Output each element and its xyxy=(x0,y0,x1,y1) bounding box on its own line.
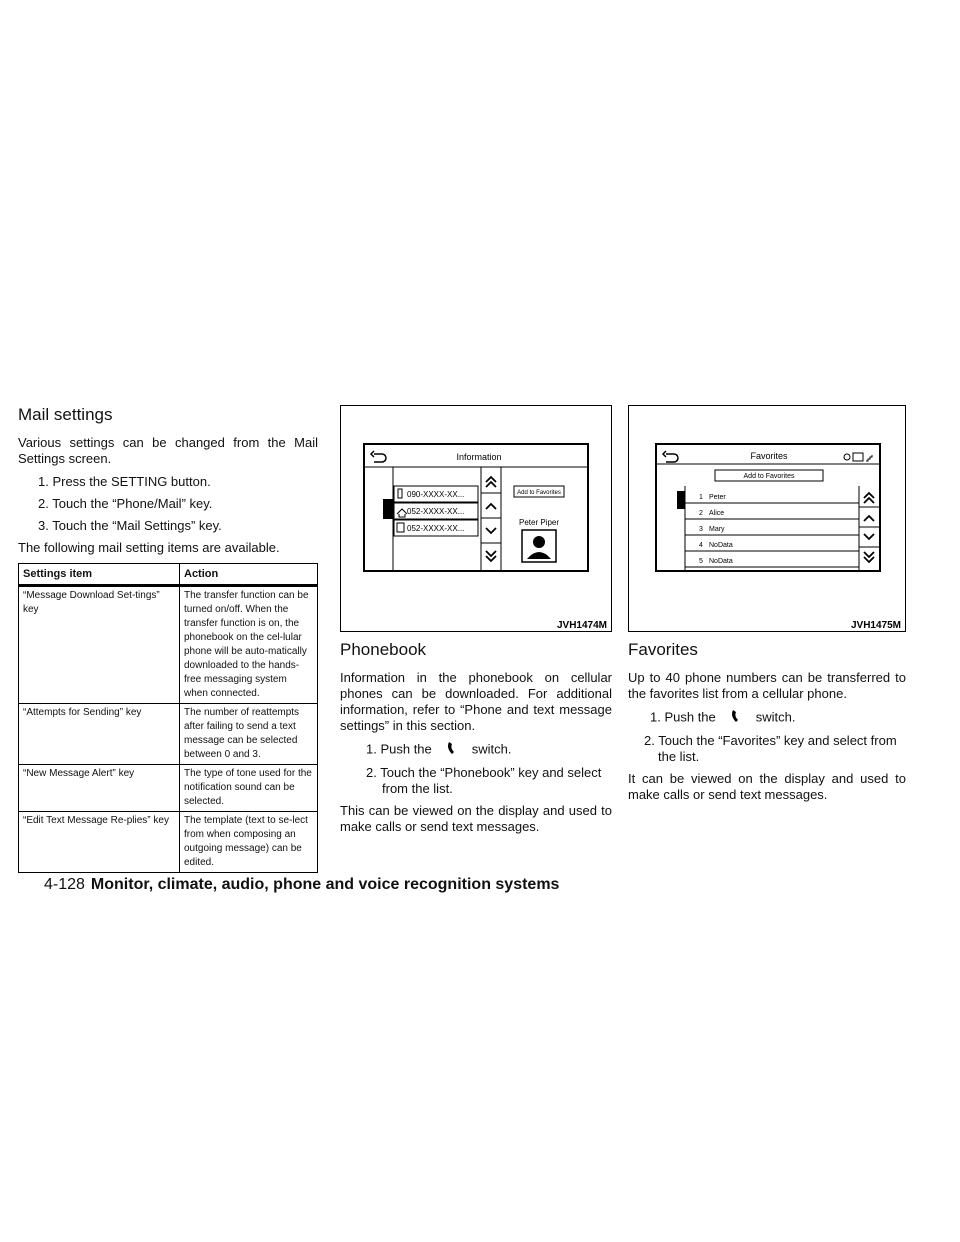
mail-settings-intro: Various settings can be changed from the Mail Settings screen. xyxy=(18,435,318,466)
favorites-outro: It can be viewed on the display and used to make calls or send text messages. xyxy=(628,771,906,802)
table-row xyxy=(19,586,318,704)
favorites-screen xyxy=(629,406,905,631)
table-cell: The type of tone used for the notification sound can be selected. xyxy=(180,765,318,812)
entry-1: 090-XXXX-XX... xyxy=(407,490,465,499)
screen-title: Information xyxy=(456,452,502,462)
phonebook-figure xyxy=(340,405,612,632)
figure-label: JVH1474M xyxy=(556,620,607,631)
step-text: 1. Push the xyxy=(366,741,432,757)
fav-name-2: Alice xyxy=(709,510,725,517)
header-settings-item: Settings item xyxy=(19,564,180,586)
fav-num-4: 4 xyxy=(699,542,703,549)
table-cell: The transfer function can be turned on/off. When the transfer function is on, the phonebook on the cel-lular phone will be auto-matically downloaded to the hands-free messaging system when connected. xyxy=(180,586,318,704)
mail-settings-section xyxy=(18,405,318,873)
step-text: switch. xyxy=(471,741,512,757)
table-cell: “New Message Alert” key xyxy=(19,765,180,812)
contact-name: Peter Piper xyxy=(518,518,560,527)
favorites-step-2: 2. Touch the “Favorites” key and select from the list. xyxy=(644,733,897,764)
fav-num-5: 5 xyxy=(699,558,703,565)
mail-step-3: 3. Touch the “Mail Settings” key. xyxy=(38,518,222,533)
page-number: 4-128 xyxy=(44,876,85,893)
table-row xyxy=(19,704,318,765)
phonebook-title: Phonebook xyxy=(340,640,427,659)
fav-num-1: 1 xyxy=(699,494,703,501)
phone-icon xyxy=(716,709,756,727)
screen-title: Favorites xyxy=(750,451,788,461)
step-text: switch. xyxy=(755,709,796,725)
table-cell: The number of reattempts after failing to send a text message can be selected between 0 and 3. xyxy=(180,704,318,765)
table-cell: The template (text to se-lect from when composing an outgoing message) can be edited. xyxy=(180,812,318,873)
fav-name-1: Peter xyxy=(709,494,726,501)
fav-name-5: NoData xyxy=(709,558,733,565)
fav-name-4: NoData xyxy=(709,542,733,549)
add-to-favorites-button: Add to Favorites xyxy=(517,490,561,496)
phonebook-intro: Information in the phonebook on cellular phones can be downloaded. For additional information, refer to “Phone and text message settings” in this section. xyxy=(340,670,612,733)
favorites-step-1 xyxy=(628,709,906,727)
entry-2: 052-XXXX-XX... xyxy=(407,507,465,516)
page-footer xyxy=(44,876,559,894)
fav-num-3: 3 xyxy=(699,526,703,533)
entry-3: 052-XXXX-XX... xyxy=(407,524,465,533)
fav-name-3: Mary xyxy=(709,526,725,533)
phonebook-screen xyxy=(341,406,611,631)
phonebook-step-1 xyxy=(340,741,612,759)
step-text: 1. Push the xyxy=(650,709,716,725)
mail-settings-table xyxy=(18,563,318,873)
table-row xyxy=(19,765,318,812)
figure-label: JVH1475M xyxy=(850,620,901,631)
table-cell: “Message Download Set-tings” key xyxy=(19,586,180,704)
table-cell: “Edit Text Message Re-plies” key xyxy=(19,812,180,873)
favorites-section xyxy=(628,405,906,810)
mail-step-1: 1. Press the SETTING button. xyxy=(38,474,211,489)
chapter-title: Monitor, climate, audio, phone and voice recognition systems xyxy=(90,876,560,893)
add-to-favorites-button: Add to Favorites xyxy=(743,473,795,480)
favorites-figure xyxy=(628,405,906,632)
fav-num-2: 2 xyxy=(699,510,703,517)
table-intro: The following mail setting items are available. xyxy=(18,540,280,555)
mail-step-2: 2. Touch the “Phone/Mail” key. xyxy=(38,496,213,511)
phonebook-outro: This can be viewed on the display and used to make calls or send text messages. xyxy=(340,803,612,834)
mail-settings-title: Mail settings xyxy=(18,405,113,424)
phonebook-step-2: 2. Touch the “Phonebook” key and select from the list. xyxy=(366,765,602,796)
header-action: Action xyxy=(180,564,318,586)
table-row xyxy=(19,812,318,873)
phonebook-section xyxy=(340,405,612,842)
favorites-title: Favorites xyxy=(628,640,698,659)
table-cell: “Attempts for Sending” key xyxy=(19,704,180,765)
favorites-intro: Up to 40 phone numbers can be transferred to the favorites list from a cellular phone. xyxy=(628,670,906,701)
phone-icon xyxy=(432,741,472,759)
